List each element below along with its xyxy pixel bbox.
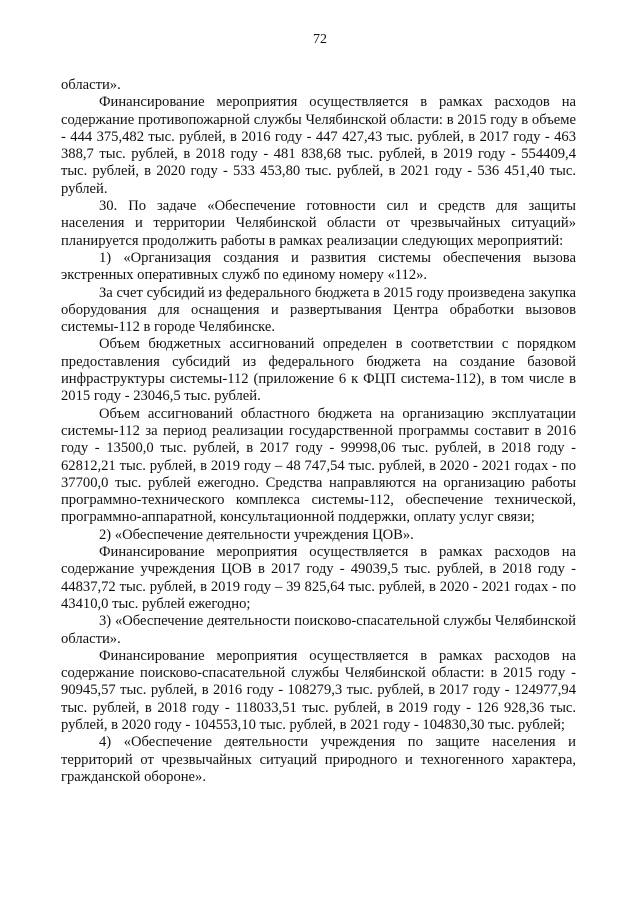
paragraph-federal-subsidies: За счет субсидий из федерального бюджета в 2015 году произведена закупка оборудования для оснащения и развертывания Центра обработки вызовов системы-112 в городе Челябинске. <box>61 284 576 336</box>
paragraph-subitem-4: 4) «Обеспечение деятельности учреждения по защите населения и территорий от чрезвычайных ситуаций природного и техногенного характера, гражданской обороне». <box>61 734 576 785</box>
paragraph-subitem-3: 3) «Обеспечение деятельности поисково-спасательной службы Челябинской области». <box>61 613 576 647</box>
paragraph-regional-budget: Объем ассигнований областного бюджета на организацию эксплуатации системы-112 за период реализации государственной программы составит в 2016 году - 13500,0 тыс. рублей, в 2017 году - 99998,06 тыс. рублей, в 2018 году - 62812,21 тыс. рублей, в 2019 году – 48 747,54 тыс. рублей, в 2020 - 2021 годах - по 37700,0 тыс. рублей ежегодно. Средства направляются на организацию работы программно-технического комплекса системы-112, обеспечение технической, программно-аппаратной, консультационной поддержки, оплату услуг связи; <box>61 405 576 526</box>
paragraph-budget-allocations: Объем бюджетных ассигнований определен в соответствии с порядком предоставления субсидий из федерального бюджета на создание базовой инфраструктуры системы-112 (приложение 6 к ФЦП система-112), в том числе в 2015 году - 23046,5 тыс. рублей. <box>61 336 576 405</box>
page-number: 72 <box>313 32 327 47</box>
paragraph-fire-service-financing: Финансирование мероприятия осуществляется в рамках расходов на содержание противопожарной службы Челябинской области: в 2015 году в объеме - 444 375,482 тыс. рублей, в 2016 году - 447 427,43 тыс. рублей, в 2017 году - 463 388,7 тыс. рублей, в 2018 году - 481 838,68 тыс. рублей, в 2019 году - 554409,4 тыс. рублей, в 2020 году - 533 453,80 тыс. рублей, в 2021 году - 536 451,40 тыс. рублей. <box>61 94 576 197</box>
paragraph-subitem-1: 1) «Организация создания и развития системы обеспечения вызова экстренных оперативных служб по единому номеру «112». <box>61 249 576 284</box>
document-body <box>61 77 576 786</box>
paragraph-rescue-service-financing: Финансирование мероприятия осуществляется в рамках расходов на содержание поисково-спасательной службы Челябинской области: в 2015 году - 90945,57 тыс. рублей, в 2016 году - 108279,3 тыс. рублей, в 2017 году - 124977,94 тыс. рублей, в 2018 году - 118033,51 тыс. рублей, в 2019 году - 126 928,36 тыс. рублей, в 2020 году - 104553,10 тыс. рублей, в 2021 году - 104830,30 тыс. рублей; <box>61 647 576 733</box>
paragraph-continuation: области». <box>61 77 121 93</box>
paragraph-subitem-2: 2) «Обеспечение деятельности учреждения ЦОВ». <box>99 526 414 543</box>
paragraph-cov-financing: Финансирование мероприятия осуществляется в рамках расходов на содержание учреждения ЦОВ в 2017 году - 49039,5 тыс. рублей, в 2018 году - 44837,72 тыс. рублей, в 2019 году – 39 825,64 тыс. рублей, в 2020 - 2021 годах - по 43410,0 тыс. рублей ежегодно; <box>61 544 576 612</box>
paragraph-item-30: 30. По задаче «Обеспечение готовности сил и средств для защиты населения и территории Челябинской области от чрезвычайных ситуаций» планируется продолжить работы в рамках реализации следующих мероприятий: <box>61 198 576 249</box>
